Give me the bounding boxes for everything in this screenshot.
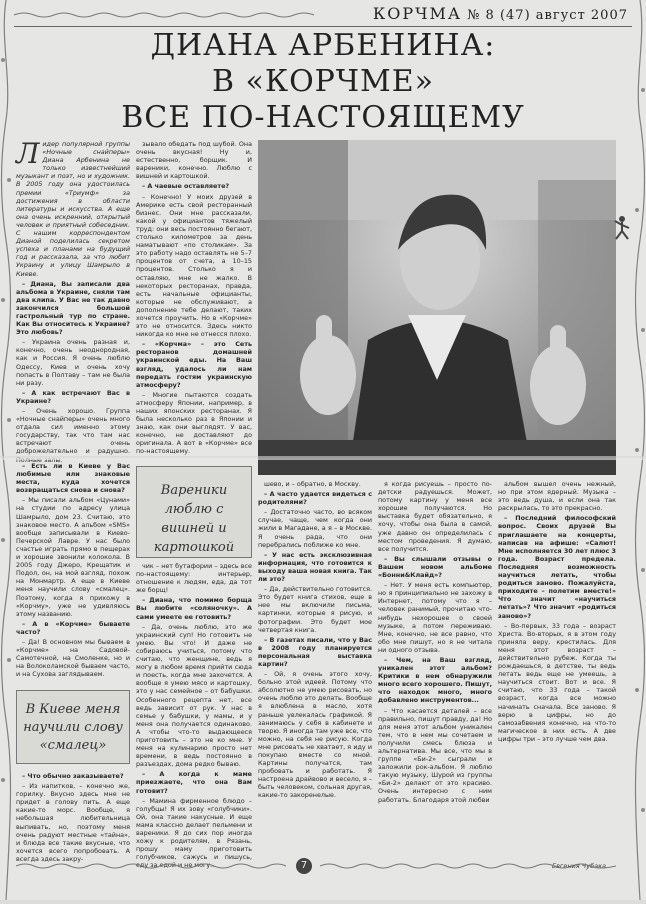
pull2-line-3: «смалец» xyxy=(39,738,107,753)
column-1-bottom xyxy=(16,772,130,863)
footer-ornament-right-icon xyxy=(320,862,616,870)
answer-paragraph: – Украина очень разная и, конечно, очень неоднородная, как и Россия. Я очень люблю Одессу, Киев и очень хочу попасть в Полтаву – там не была ни разу. xyxy=(16,338,130,387)
answer-paragraph: – Из напитков, – конечно же, горилку. Вкусно здесь мне не придет в голову пить. А еще какие-то морс. Вообще, я небольшая любительница выпивать, но, поэтому меня очень радуют местные «тайна», и блюда все такие вкусные, что хочется всего попробовать. А всегда здесь закру- xyxy=(16,782,130,863)
pull1-line-2: вишней и xyxy=(161,521,227,536)
answer-paragraph: – Достаточно часто, во всяком случае, чаще, чем когда они жили в Магадане, а я – в Москве. Я очень рада, что они перебрались поближе ко мне. xyxy=(258,508,372,549)
pull-quote-vareniki xyxy=(136,466,252,558)
question-paragraph: – А чаевые оставляете? xyxy=(142,182,230,191)
left-vine-border xyxy=(0,0,12,900)
answer-paragraph: – Нет. У меня есть компьютер, но я принципиально не захожу в Интернет, потому что я – человек ранимый, прочитаю что-нибудь нехорошее о своей музыке, а потом переживаю. Мне, конечно, не все равно, что обо мне пишут, но я не читала ни одного отзыва. xyxy=(378,581,492,654)
masthead xyxy=(373,4,628,23)
article-headline xyxy=(60,28,586,136)
answer-paragraph: чик – нет бутафории – здесь все по-настоящему: интерьер, отношение к людям, еда, да тот же борщ! xyxy=(136,562,252,595)
pull1-line-1: Вареники люблю с xyxy=(160,483,228,517)
answer-paragraph: – Очень хорошо. Группа «Ночные снайперы» очень много отдала сил именно этому государству, так что там нас встречают очень доброжелательно и радушно. xyxy=(16,407,130,456)
pull1-line-3: картошкой xyxy=(153,540,235,555)
question-paragraph: – Последний философский вопрос. Своих друзей Вы приглашаете на концерты, написав на афише: «Салют! Мне исполняется 30 лет плюс 3 года. Возраст предела. Последняя возможность научиться летать, чтобы родиться заново. Пожалуйста, приходите – полетим вместе!» Что значит «научиться летать»? Что значит «родиться заново»? xyxy=(498,514,616,620)
answer-paragraph: – Мы писали альбом «Цунами» на студии по адресу улица Шамрыло, дом 23. Считаю, это знаковое место. А альбом «SMS» вообще записывали в Киево-Печерской Лавре. У нас было счастье играть прямо в пещерах и хорошие звонили колокола. В 2005 году Джеро, Крещатик и Подол, он, на мой взгляд, похож на Монмартр. А еще в Киеве меня научили слову «смалец». Поэтому, когда я прихожу в «Корчму», уже не удивляюсь этому названию. xyxy=(16,496,130,618)
question-paragraph: – В газетах писали, что у Вас в 2008 году планируется персональная выставка картин? xyxy=(258,635,372,668)
question-paragraph: – Что обычно заказываете? xyxy=(22,772,124,780)
pull2-line-2: научили слову xyxy=(23,720,123,735)
intro-text: идер популярной группы «Ночные снайперы» Диана Арбенина не только известнейший музыкант и поэт, но и художник. В 2005 году она удостоилась премии «Триумф» за достижения в области литературы и искусства. А еще она очень искренний, открытый человек и приятный собеседник. С нашим корреспондентом Дианой поделилась секретом успеха и планами на будущий год и рассказала, за что любит Украину и улицу Шамрыло в Киеве. xyxy=(16,140,130,278)
column-5 xyxy=(498,480,616,842)
answer-paragraph: – Да, действительно готовится. Это будет книга стихов, еще в нее мы включили письма, картинки, которые я рисую, и фотографии. Это будет мое четвертая книга. xyxy=(258,585,372,634)
drop-cap: Л xyxy=(16,137,40,170)
column-1-top xyxy=(16,137,130,462)
column-3 xyxy=(258,480,372,858)
headline-line-2: В «КОРЧМЕ» xyxy=(211,64,435,99)
column-4 xyxy=(378,480,492,858)
headline-line-1: ДИАНА АРБЕНИНА: xyxy=(150,28,496,63)
answer-paragraph: – Конечно! У моих друзей в Америке есть свой ресторанный бизнес. Они мне рассказали, какой у официантов тяжелый труд: они весь постоянно бегают, столько километров за день наматывают «по столикам». За это работу надо оставлять не 5–7 процентов от счета, а 10–15 процентов. Столько я и оставляю, мне не жалко. В некоторых ресторанах, правда, есть начальные официанты, которые не обслуживают, а дополнение тебе делают, таких хочется проучить. Но в «Корчме» это не относится. Здесь никто никогда ко мне не отнесся плохо. xyxy=(136,192,252,339)
question-paragraph: – Чем, на Ваш взгляд, уникален этот альбом? Критики в нем обнаружили много всего хорошего. Пишут, что находок много, много добавлено инструментов... xyxy=(378,655,492,705)
question-paragraph: – У нас есть эксклюзивная информация, что готовится к выходу ваша новая книга. Так ли это? xyxy=(258,550,372,584)
intro-paragraph xyxy=(16,137,130,278)
page-fold xyxy=(0,456,646,460)
question-paragraph: – Вы слышали отзывы о Вашем новом альбоме «Бонни&Клайд»? xyxy=(378,554,492,580)
answer-paragraph: – Во-первых, 33 года – возраст Христа. Во-вторых, я в этом году приняла веру, крестилась. Для меня этот возраст – действительно рубеж. Когда ты рождаешься, в детстве, ты ведь летать ведь еще не умеешь, а научиться стоит. Вот и все. Я считаю, что 33 года – такой возраст, когда все можно начинать сначала. Все заново. Я верю в цифры, но до самозабвения конечно, на что-то магическое в них есть. А две цифры три – это лучше чем два. xyxy=(498,621,616,743)
answer-paragraph: – Ой, я очень этого хочу, больно этой идеей. Потому что абсолютно не умею рисовать, но очень люблю это делать. Вообще я влюблена в масло, хотя раньше увлекалась графикой. Я занимаюсь у себя в кабинете и творю. Я иногда там уже все, что можно, на себя не рисую. Когда мне рисовать не хватает, я иду и покупаю вместе со мной. Картины получатся, там пробовать и работать. Я настроена драйвово и весело, я – быть человеком, сольная другая, какие-то закоренелые. xyxy=(258,670,373,800)
question-paragraph: – А когда к маме приезжаете, что она Вам готовит? xyxy=(136,770,252,795)
footer-ornament-left-icon xyxy=(16,862,286,870)
pull-quote-smalets xyxy=(16,690,130,764)
page-header xyxy=(14,4,632,27)
question-paragraph: – А как встречают Вас в Украине? xyxy=(16,388,130,405)
answer-paragraph: – Что касается деталей – все правильно, пишут правду, да! Но для меня этот альбом уникален тем, что в нем мы сочетаем и получили смесь блюза и альтернатива. Мы все, что мы в группе «Би-2» сыграли и заложили рок-альбом. Я люблю такую музыку, Шурой из группы «Би-2» делают от это красиво. Очень интересно с ним работать. Благодаря этой любви xyxy=(378,706,492,804)
column-1-middle xyxy=(16,462,130,682)
question-paragraph: – А часто удается видеться с родителями? xyxy=(258,490,372,507)
column-2-top xyxy=(136,140,252,462)
right-vine-border xyxy=(634,0,646,900)
article-photo xyxy=(258,140,616,475)
answer-paragraph: шево, и – обратно, в Москву. xyxy=(264,480,361,488)
page-number: 7 xyxy=(296,858,312,874)
headline-line-3: ВСЕ ПО-НАСТОЯЩЕМУ xyxy=(121,100,525,135)
header-ornament-icon xyxy=(14,11,314,19)
answer-paragraph: – Многие пытаются создать атмосферу Японии, например, в наших японских ресторанах. Я была несколько раз в Японии и знаю, как они выглядят. У вас, конечно, не доставляют до оригинала. А вот в «Корчме» все по-настоящему. xyxy=(136,390,252,456)
pull2-line-1: В Киеве меня xyxy=(25,702,121,717)
dancer-ornament-icon xyxy=(612,215,632,241)
answer-paragraph: зывало обедать под шубой. Она очень вкусная! Ну и, естественно, борщик. И вареники, конечно. Люблю с вишней и картошкой. xyxy=(136,140,252,181)
answer-paragraph: я когда рисуешь – просто по-детски радуешься. Может, потому картину у меня все хорошие получаются. Но выставка будет обязательно, я хочу, чтобы она была в самой, уже давно он определилась с местом проведения. Я думаю, все получится. xyxy=(378,480,492,553)
answer-paragraph: альбом вышел очень нежный, но при этом ядерный. Музыка – это ведь душа, и если она так раскрылась, то это прекрасно. xyxy=(498,480,616,513)
answer-paragraph: – Мамина фирменное блюдо – голубцы! Я их зову «голубчики». Ой, она такие накусные. И еще мама классно делает пельмени и вареники. Я до сих пор иногда хожу к родителям, в Рязань, прошу маму приготовить голубчиков, сажусь и пишусь, еду за едой и не могу... xyxy=(136,796,252,870)
masthead-issue: № 8 (47) август 2007 xyxy=(467,8,628,23)
author-signature: Евгения Чубака xyxy=(551,862,606,870)
diana-thumbs-up-photo xyxy=(258,140,616,475)
question-paragraph: – Есть ли в Киеве у Вас любимые или знаковые места, куда хочется возвращаться снова и снова? xyxy=(16,462,130,495)
question-paragraph: – Диана, Вы записали два альбома в Украине, сняли там два клипа. У Вас не так давно закончился большой гастрольный тур по стране. Как Вы относитесь к Украине? Это любовь? xyxy=(16,279,130,337)
answer-paragraph: – Да! В основном мы бываем в «Корчме» на Садовой-Самотечной, на Смоленке, но и на Волоколамской бываем часто, и на Сухова заглядываем. xyxy=(16,637,130,679)
column-2-bottom xyxy=(136,562,252,870)
masthead-name: КОРЧМА xyxy=(372,4,462,23)
question-paragraph: – Диана, что помимо борща Вы любите «соляночку». А сами умеете ее готовить? xyxy=(136,596,252,621)
answer-paragraph: – Да, очень люблю, это же украинский суп! Но готовить не умею. Вы что! И даже не собираюсь учиться, потому что считаю, что женщине, ведь я могу в любом время прийти сюда и поесть, когда мне захочется. А вообще я умею мясо и картошку, это у нас семейное – от бабушки. Особенного рецепта нет, все ведь зависит от рук. У нас в семье у бабушки, у мамы, и у меня она получается одинаково. А чтобы что-то выдающееся приготовить – это не ко мне. У меня на кулинарию просто нет времени, в ведь постоянно в разъездах, дома редко бываю. xyxy=(136,622,252,769)
question-paragraph: – «Корчма» – это Сеть ресторанов домашней украинской еды. На Ваш взгляд, удалось ли нам передать гостям украинскую атмосферу? xyxy=(136,340,252,389)
question-paragraph: – А в «Корчме» бываете часто? xyxy=(16,619,130,636)
